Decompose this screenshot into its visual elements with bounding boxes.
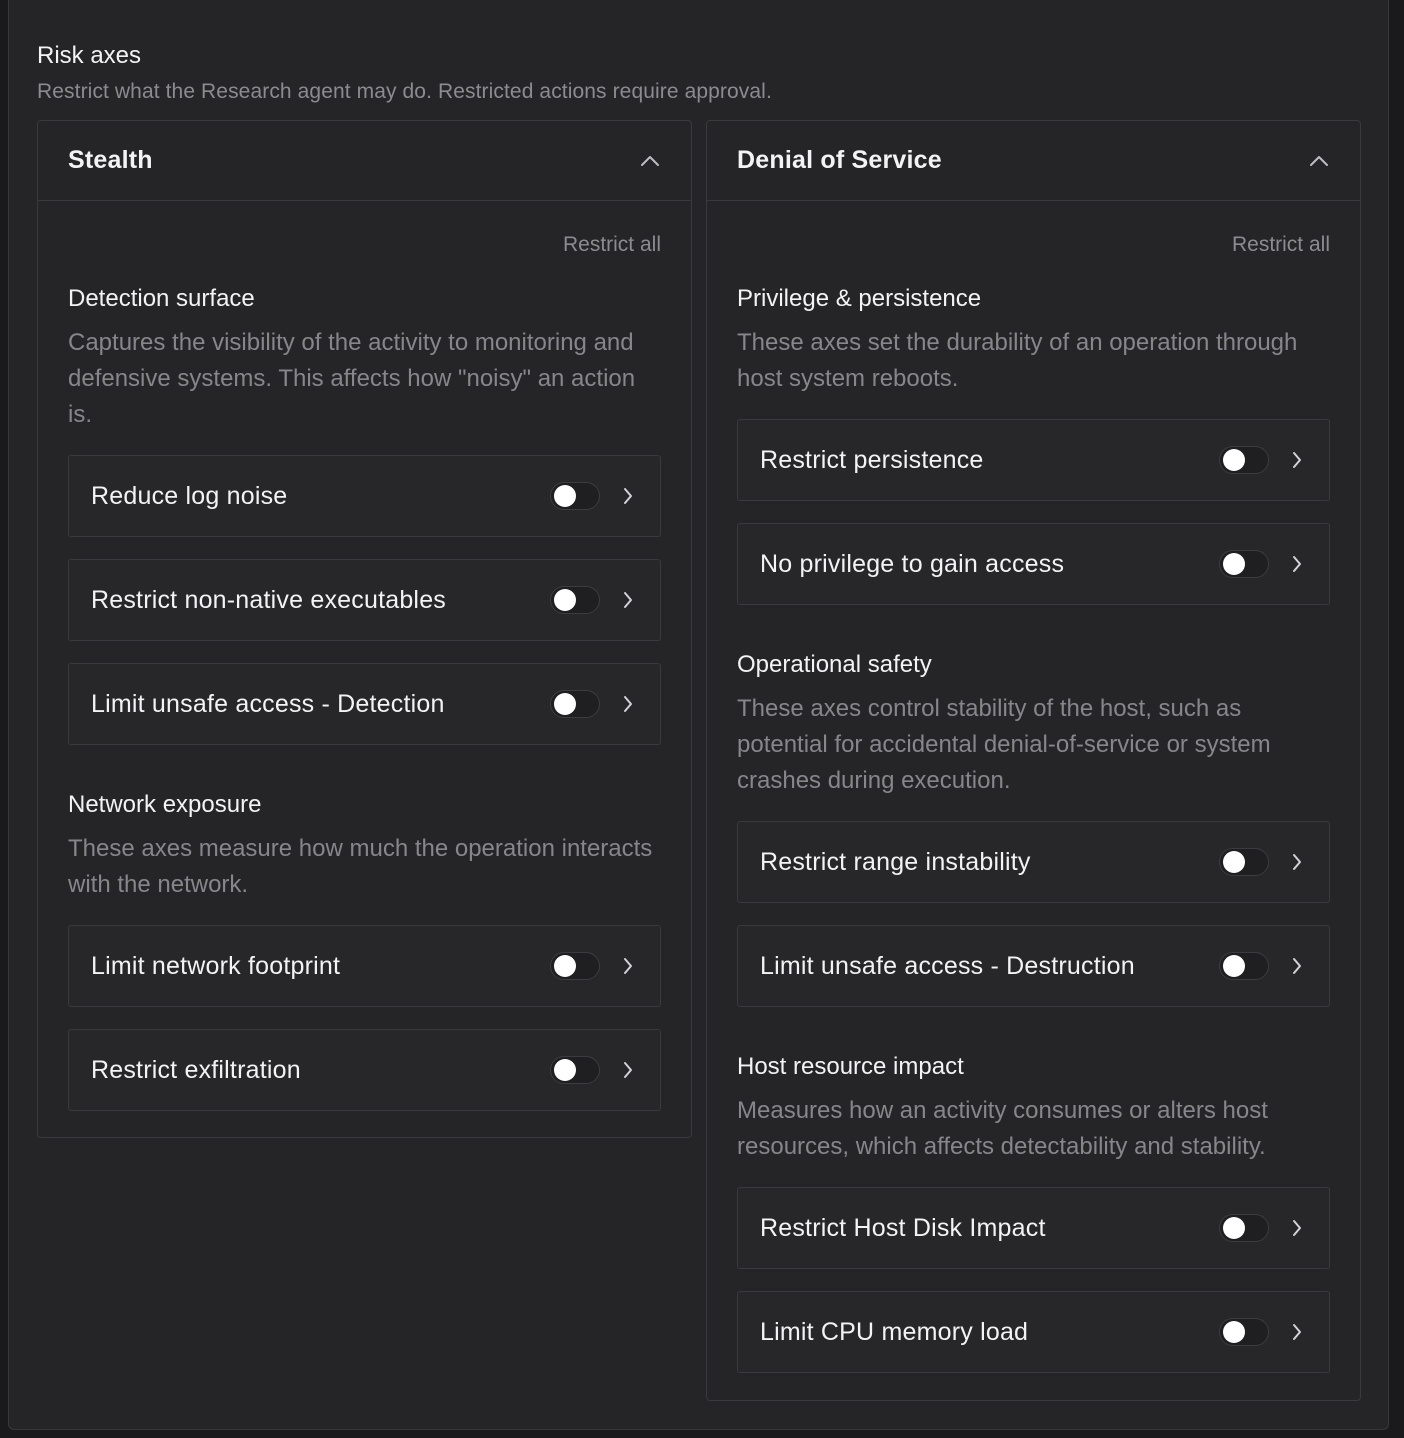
restrict-toggle[interactable] [550,952,600,980]
chevron-right-icon[interactable] [1287,955,1307,977]
chevron-right-icon[interactable] [618,693,638,715]
restrict-toggle[interactable] [1219,952,1269,980]
axis-item-limit-network-footprint [68,925,661,1007]
axis-item-label: Restrict persistence [760,445,984,474]
denial-of-service-card-header[interactable] [707,121,1360,201]
axis-item-label: No privilege to gain access [760,549,1065,578]
panel-subtitle: Restrict what the Research agent may do. Restricted actions require approval. [37,80,772,103]
chevron-right-icon[interactable] [1287,1321,1307,1343]
chevron-right-icon[interactable] [618,955,638,977]
chevron-right-icon[interactable] [618,1059,638,1081]
restrict-all-button[interactable]: Restrict all [562,233,661,256]
restrict-toggle[interactable] [1219,1214,1269,1242]
chevron-right-icon[interactable] [618,485,638,507]
restrict-toggle[interactable] [1219,550,1269,578]
chevron-right-icon[interactable] [618,589,638,611]
risk-axes-panel [8,0,1389,1430]
axis-item-limit-unsafe-access-destruction [737,925,1330,1007]
axis-item-label: Restrict exfiltration [91,1055,301,1084]
restrict-toggle[interactable] [550,482,600,510]
axis-item-restrict-range-instability [737,821,1330,903]
group-title: Network exposure [68,791,262,818]
group-description: Captures the visibility of the activity to monitoring and defensive systems. This affects how "noisy" an action is. [68,329,636,428]
axis-item-limit-unsafe-access-detection [68,663,661,745]
restrict-toggle[interactable] [1219,446,1269,474]
restrict-toggle[interactable] [1219,1318,1269,1346]
axis-item-label: Limit CPU memory load [760,1317,1029,1346]
denial-of-service-card [706,120,1361,1401]
stealth-card [37,120,692,1138]
chevron-right-icon[interactable] [1287,851,1307,873]
group-title: Privilege & persistence [737,285,982,312]
axis-item-restrict-persistence [737,419,1330,501]
chevron-up-icon[interactable] [639,150,661,172]
axis-item-label: Restrict Host Disk Impact [760,1213,1046,1242]
axis-item-label: Restrict non-native executables [91,585,446,614]
axis-item-limit-cpu-memory-load [737,1291,1330,1373]
chevron-right-icon[interactable] [1287,449,1307,471]
restrict-toggle[interactable] [550,690,600,718]
card-title: Stealth [68,146,153,174]
group-description: These axes set the durability of an operation through host system reboots. [737,329,1298,392]
axis-item-label: Limit network footprint [91,951,341,980]
axis-item-no-privilege-to-gain-access [737,523,1330,605]
group-title: Detection surface [68,285,255,312]
axis-item-label: Restrict range instability [760,847,1031,876]
chevron-right-icon[interactable] [1287,1217,1307,1239]
axis-item-restrict-non-native-executables [68,559,661,641]
chevron-up-icon[interactable] [1308,150,1330,172]
card-title: Denial of Service [737,146,942,174]
group-description: Measures how an activity consumes or alters host resources, which affects detectability and stability. [737,1097,1268,1160]
axis-item-restrict-exfiltration [68,1029,661,1111]
group-description: These axes measure how much the operation interacts with the network. [68,835,653,898]
axis-item-label: Limit unsafe access - Detection [91,689,445,718]
axis-item-reduce-log-noise [68,455,661,537]
axis-item-restrict-host-disk-impact [737,1187,1330,1269]
panel-title: Risk axes [37,42,142,69]
chevron-right-icon[interactable] [1287,553,1307,575]
axis-item-label: Limit unsafe access - Destruction [760,951,1135,980]
group-title: Host resource impact [737,1053,964,1080]
axis-item-label: Reduce log noise [91,481,288,510]
stealth-card-header[interactable] [38,121,691,201]
restrict-toggle[interactable] [1219,848,1269,876]
restrict-all-button[interactable]: Restrict all [1231,233,1330,256]
restrict-toggle[interactable] [550,1056,600,1084]
restrict-toggle[interactable] [550,586,600,614]
group-title: Operational safety [737,651,932,678]
group-description: These axes control stability of the host, such as potential for accidental denial-of-service or system crashes during execution. [737,695,1271,794]
